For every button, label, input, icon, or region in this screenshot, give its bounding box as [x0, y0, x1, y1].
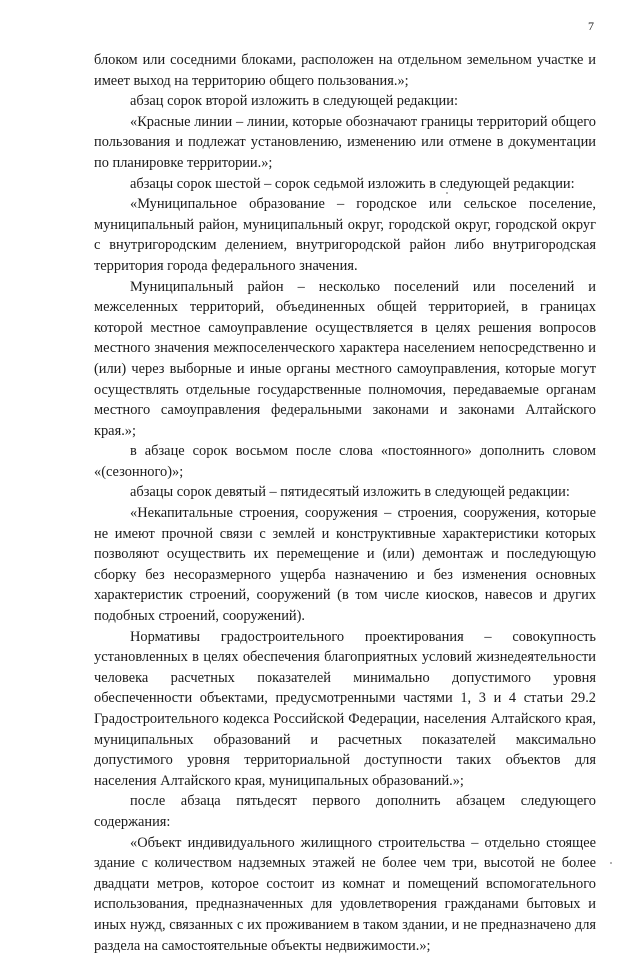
paragraph: блоком или соседними блоками, расположен на отдельном земельном участке и имеет выход на территорию общего пользования.»; — [94, 52, 596, 89]
scan-speck — [446, 192, 448, 194]
paragraph: в абзаце сорок восьмом после слова «постоянного» дополнить словом «(сезонного)»; — [94, 443, 596, 480]
paragraph: «Объект индивидуального жилищного строительства – отдельно стоящее здание с количеством надземных этажей не более чем три, высотой не более двадцати метров, которое состоит из комнат и помещений вспомогательного использования, предназначенных для удовлетворения гражданами бытовых и иных нужд, связанных с их проживанием в таком здании, и не предназначено для раздела на самостоятельные объекты недвижимости.»; — [94, 834, 596, 954]
paragraph: после абзаца пятьдесят первого дополнить абзацем следующего содержания: — [94, 793, 596, 830]
paragraph: Нормативы градостроительного проектирования – совокупность установленных в целях обеспечения благоприятных условий жизнедеятельности человека расчетных показателей минимально допустимого уровня обеспеченности объектами, предусмотренными частями 1, 3 и 4 статьи 29.2 Градостроительного кодекса Российской Федерации, населения Алтайского края, муниципальных образований и расчетных показателей максимально допустимого уровня территориальной доступности таких объектов для населения Алтайского края, муниципальных образований.»; — [94, 628, 596, 789]
paragraph: «Некапитальные строения, сооружения – строения, сооружения, которые не имеют прочной связи с землей и конструктивные характеристики которых позволяют осуществить их перемещение и (или) демонтаж и последующую сборку без несоразмерного ущерба назначению и без изменения основных характеристик строений, сооружений (в том числе киосков, навесов и других подобных строений, сооружений). — [94, 505, 596, 625]
paragraph: абзац сорок второй изложить в следующей редакции: — [130, 93, 458, 110]
scan-speck — [610, 862, 612, 864]
paragraph: «Красные линии – линии, которые обозначают границы территорий общего пользования и подлежат установлению, изменению или отмене в документации по планировке территории.»; — [94, 113, 596, 171]
document-body — [94, 50, 596, 956]
page-number: 7 — [588, 19, 594, 33]
paragraph: «Муниципальное образование – городское или сельское поселение, муниципальный район, муниципальный округ, городской округ, городской округ с внутригородским делением, внутригородской район либо внутригородская территория города федерального значения. — [94, 196, 596, 274]
paragraph: абзацы сорок шестой – сорок седьмой изложить в следующей редакции: — [130, 175, 575, 192]
paragraph: абзацы сорок девятый – пятидесятый изложить в следующей редакции: — [130, 484, 570, 501]
paragraph: Муниципальный район – несколько поселений или поселений и межселенных территорий, объединенных общей территорией, в границах которой местное самоуправление осуществляется в целях решения вопросов местного значения межпоселенческого характера населением непосредственно и (или) через выборные и иные органы местного самоуправления, которые могут осуществлять отдельные государственные полномочия, передаваемые органам местного самоуправления федеральными законами и законами Алтайского края.»; — [94, 278, 596, 439]
